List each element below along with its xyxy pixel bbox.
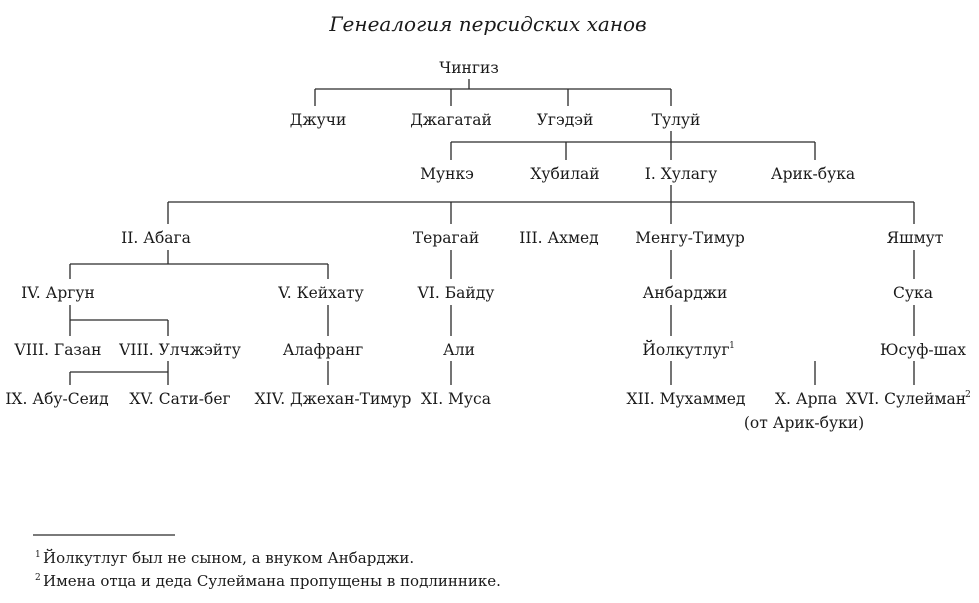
node-yolkutlug-footnote-mark: 1 — [729, 341, 735, 351]
node-alafrang: Алафранг — [282, 341, 364, 359]
footnotes — [35, 548, 501, 590]
node-tului: Тулуй — [651, 111, 701, 129]
node-sati-beg: XV. Сати-бег — [129, 390, 231, 408]
node-arpa-note: (от Арик-буки) — [743, 414, 865, 432]
node-baidu: VI. Байду — [417, 284, 495, 302]
node-hulagu: I. Хулагу — [644, 165, 718, 183]
node-suleiman-footnote-mark: 2 — [965, 390, 971, 400]
tree-connectors — [70, 79, 914, 385]
node-akhmed: III. Ахмед — [519, 229, 599, 247]
footnote-1-mark: 1 — [35, 550, 41, 560]
tree-nodes — [5, 59, 971, 432]
node-jekhan-timur: XIV. Джехан-Тимур — [254, 390, 412, 408]
node-anbarji: Анбарджи — [642, 284, 728, 302]
node-ugedei: Угэдэй — [536, 111, 594, 129]
node-teragai: Терагай — [412, 229, 480, 247]
node-chingiz: Чингиз — [439, 59, 499, 77]
node-abu-seid: IX. Абу-Сеид — [5, 390, 109, 408]
diagram-title: Генеалогия персидских ханов — [329, 12, 647, 36]
node-mengu-timur: Менгу-Тимур — [635, 229, 745, 247]
node-jagatai: Джагатай — [410, 111, 492, 129]
node-mukhammed: XII. Мухаммед — [626, 390, 746, 408]
node-yolkutlug: Йолкутлуг — [642, 341, 730, 359]
node-musa: XI. Муса — [421, 390, 491, 408]
node-suka: Сука — [893, 284, 933, 302]
node-munke: Мункэ — [420, 165, 474, 183]
node-juchi: Джучи — [289, 111, 347, 129]
node-arpa: Х. Арпа — [774, 390, 838, 408]
node-yashmut: Яшмут — [886, 229, 944, 247]
node-arik-buka: Арик-бука — [770, 165, 856, 183]
footnote-1-text: Йолкутлуг был не сыном, а внуком Анбарджи. — [43, 549, 415, 567]
node-khubilai: Хубилай — [530, 165, 600, 183]
node-ali: Али — [443, 341, 475, 359]
node-keikhatu: V. Кейхату — [278, 284, 364, 302]
node-yusuf-shah: Юсуф-шах — [879, 341, 967, 359]
node-argun: IV. Аргун — [21, 284, 95, 302]
node-suleiman: XVI. Сулейман — [845, 390, 967, 408]
footnote-2-text: Имена отца и деда Сулеймана пропущены в подлиннике. — [43, 572, 501, 590]
footnote-2-mark: 2 — [35, 573, 41, 583]
node-uljaitu: VIII. Улчжэйту — [119, 341, 241, 359]
node-gazan: VIII. Газан — [14, 341, 102, 359]
node-abaga: II. Абага — [121, 229, 191, 247]
